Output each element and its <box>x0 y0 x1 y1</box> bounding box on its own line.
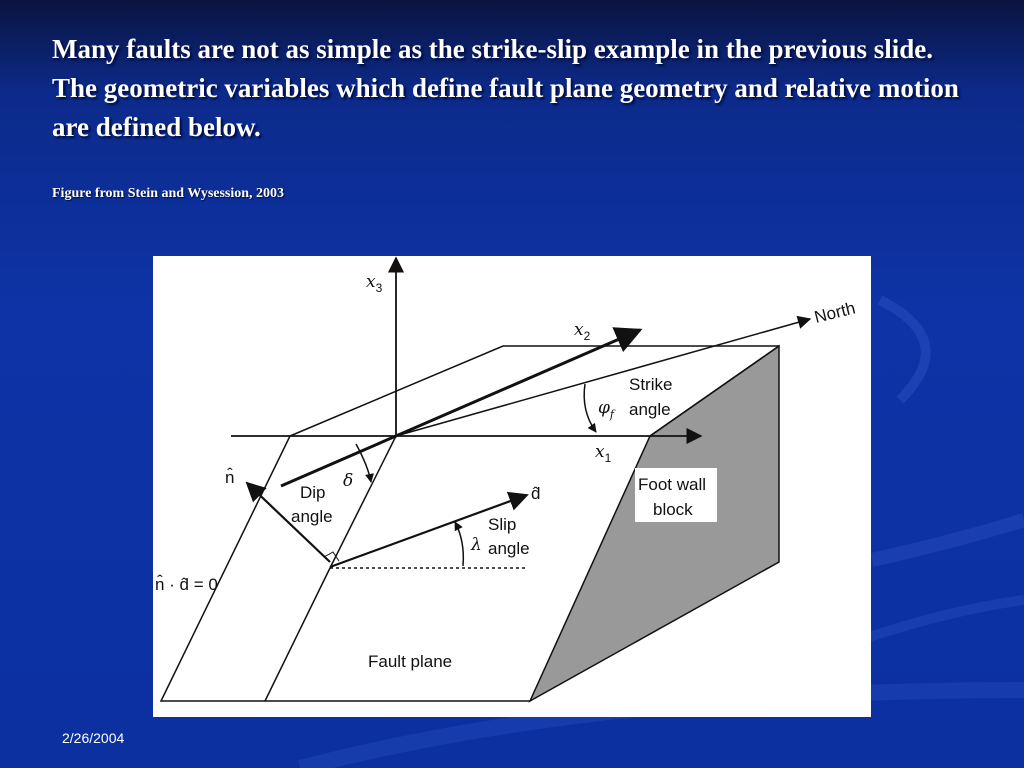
dip-angle-symbol: δ <box>343 471 354 491</box>
dip-angle-label-line2: angle <box>291 507 333 526</box>
fault-geometry-figure <box>153 256 871 717</box>
strike-angle-arc <box>584 384 596 432</box>
slide-title: Many faults are not as simple as the strike-slip example in the previous slide. The geometric variables which define fault plane geometry and relative motion are defined below. <box>52 34 959 142</box>
footwall-label-line1: Foot wall <box>638 475 707 494</box>
slide-date: 2/26/2004 <box>62 730 125 746</box>
x3-label: $x_3$ <box>366 272 383 295</box>
slip-angle-label-line1: Slip <box>488 515 517 534</box>
dip-angle-label-line1: Dip <box>300 483 326 502</box>
footwall-label-line2: block <box>653 500 693 519</box>
x1-label: $x_1$ <box>595 442 612 465</box>
strike-angle-label-line1: Strike <box>629 375 673 394</box>
figure-caption: Figure from Stein and Wysession, 2003 <box>52 186 285 201</box>
orthogonality-label: n̂ · d̂ = 0 <box>155 575 218 594</box>
slip-vector-label: d̂ <box>531 484 541 503</box>
slip-angle-label-line2: angle <box>488 539 530 558</box>
strike-angle-label-line2: angle <box>629 400 671 419</box>
fault-trace-line <box>330 436 396 568</box>
north-label: North <box>812 298 858 327</box>
x2-label: $x_2$ <box>574 320 591 343</box>
normal-vector-label: n̂ <box>225 468 235 487</box>
strike-angle-symbol: $\varphi_f$ <box>598 398 614 421</box>
fault-plane-label: Fault plane <box>368 652 453 671</box>
slip-angle-arc <box>455 522 463 566</box>
slip-angle-symbol: λ <box>471 535 482 555</box>
